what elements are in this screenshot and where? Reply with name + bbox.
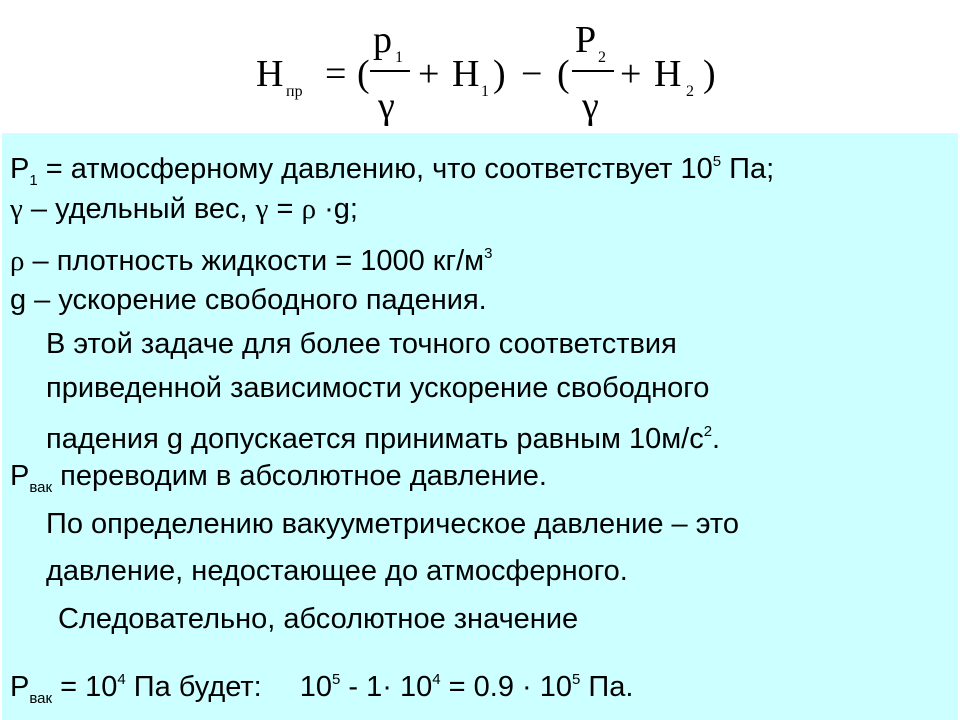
formula-plus-2: +: [620, 53, 642, 95]
line-note-2: приведенной зависимости ускорение свободного: [46, 372, 710, 404]
formula-H: H: [256, 53, 284, 95]
line-pvac-convert: $P_{вак}$ переводим в абсолютное давление.: [10, 460, 547, 496]
line-consequently: Следовательно, абсолютное значение: [58, 603, 579, 635]
line-note-3: падения g допускается принимать равным $10м/с^2$.: [46, 423, 721, 455]
formula-head-loss: [0, 0, 960, 130]
formula-H1-subscript: 1: [481, 83, 489, 100]
line-note-1: В этой задаче для более точного соответствия: [46, 328, 677, 360]
line-rho-definition: ρ – плотность жидкости = 1000 $кг/м^3$: [10, 245, 493, 277]
formula-rparen-1: ): [493, 53, 506, 95]
line-pvac-result: $P_{вак} = 10^4$ Па будет: $10^5 - 1\cdot 10^4 = 0.9 \cdot 10^5$ Па.: [10, 671, 634, 707]
formula-p1: p: [373, 19, 392, 61]
formula-H1: H: [452, 53, 480, 95]
formula-P2: P: [575, 19, 597, 61]
formula-gamma-2: γ: [582, 85, 599, 127]
formula-minus: −: [521, 53, 543, 95]
formula-gamma-1: γ: [378, 85, 395, 127]
formula-lparen-1: (: [357, 53, 370, 95]
formula-P2-subscript: 2: [598, 49, 606, 66]
formula-p1-subscript: 1: [395, 49, 403, 66]
line-p1-definition: $P_1$ = атмосферному давлению, что соответствует $10^5$ Па;: [10, 153, 775, 189]
line-vacuum-definition-2: давление, недостающее до атмосферного.: [46, 555, 628, 587]
line-vacuum-definition-1: По определению вакууметрическое давление – это: [46, 508, 739, 540]
formula-plus-1: +: [418, 53, 440, 95]
formula-H-subscript: пр: [286, 83, 303, 100]
line-gamma-definition: γ – удельный вес, γ = ρ ·g;: [10, 193, 358, 225]
line-g-definition: g – ускорение свободного падения.: [10, 284, 487, 316]
explanation-panel: [2, 133, 958, 720]
formula-H2: H: [654, 53, 682, 95]
formula-lparen-2: (: [557, 53, 570, 95]
formula-H2-subscript: 2: [686, 83, 694, 100]
formula-rparen-2: ): [703, 53, 716, 95]
formula-equals: =: [325, 53, 347, 95]
